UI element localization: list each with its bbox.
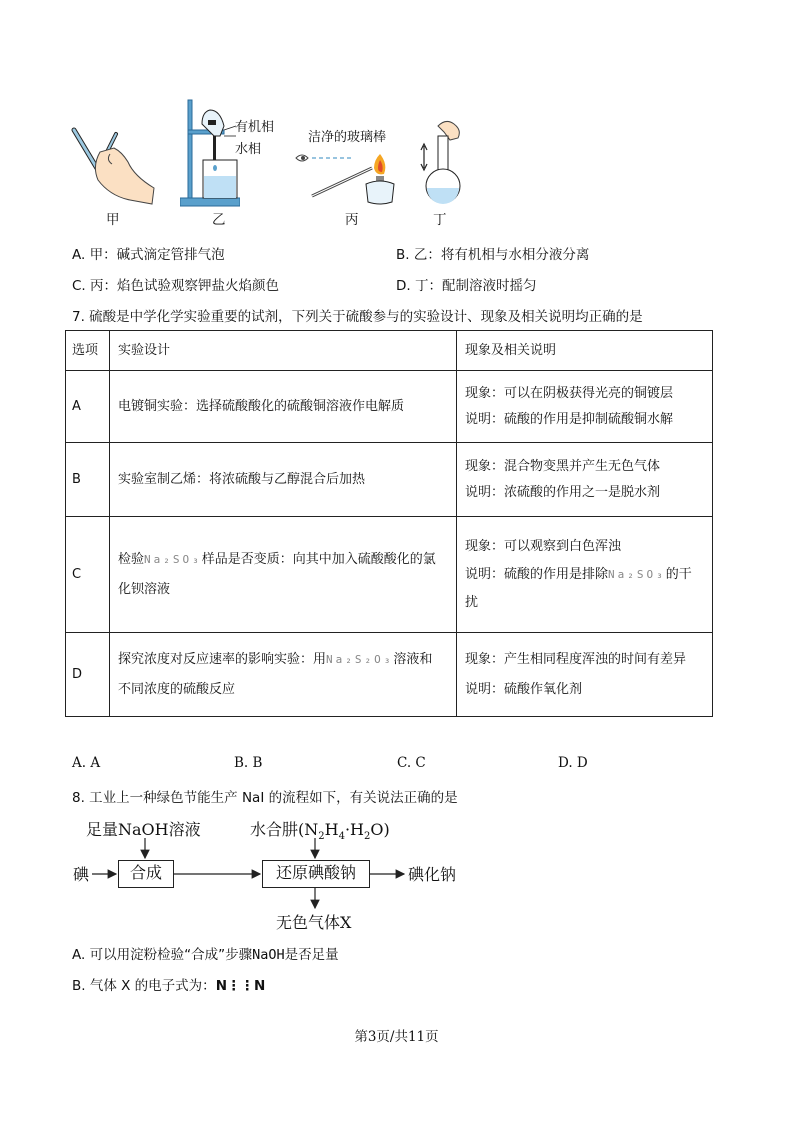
row-observation — [457, 517, 713, 633]
design-text: 化钡溶液 — [118, 581, 171, 597]
design-text: 检验 — [118, 551, 145, 567]
reagent-hydrazine — [250, 817, 390, 842]
q7-table — [65, 330, 713, 717]
design-text: 实验室制乙烯：将浓硫酸与乙醇混合后加热 — [118, 471, 366, 487]
observation-text: 现象：混合物变黑并产生无色气体 — [465, 458, 661, 474]
glass-rod-label: 洁净的玻璃棒 — [308, 130, 387, 145]
chem-formula: Na₂SO₃ — [608, 567, 666, 581]
aqueous-phase-label: 水相 — [235, 142, 262, 157]
observation-text: 现象：产生相同程度浑浊的时间有差异 — [465, 651, 687, 667]
row-observation — [457, 633, 713, 717]
explanation-text: 说明：硫酸作氧化剂 — [465, 681, 583, 697]
subscript: 4 — [338, 831, 345, 843]
volumetric-flask-figure — [418, 118, 474, 208]
q7-answer-b: B. B — [234, 755, 263, 771]
header-design: 实验设计 — [110, 331, 457, 371]
electron-formula: N⋮⋮N — [215, 978, 266, 994]
table-row — [66, 443, 713, 517]
table-header-row — [66, 331, 713, 371]
subscript: 2 — [364, 831, 371, 843]
burette-hand-figure — [70, 118, 160, 208]
explanation-text: 的干 — [665, 566, 692, 582]
row-design — [110, 633, 457, 717]
subscript: 2 — [318, 831, 325, 843]
step-synthesis: 合成 — [118, 860, 174, 888]
q8-option-a — [72, 943, 339, 963]
product-nai: 碘化钠 — [408, 865, 457, 884]
start-iodine: 碘 — [73, 865, 90, 884]
option-text: B. 气体 X 的电子式为： — [72, 978, 216, 994]
reagent-text: H — [324, 820, 339, 839]
q6-option-c: C. 丙：焰色试验观察钾盐火焰颜色 — [72, 278, 280, 294]
design-text: 溶液和 — [393, 651, 433, 667]
figure-label-jia: 甲 — [106, 212, 120, 228]
row-option: D — [66, 633, 110, 717]
design-text: 电镀铜实验：选择硫酸酸化的硫酸铜溶液作电解质 — [118, 398, 405, 414]
explanation-text: 说明：硫酸的作用是排除 — [465, 566, 609, 582]
separatory-funnel-figure — [180, 96, 240, 210]
row-design — [110, 371, 457, 443]
organic-phase-label: 有机相 — [235, 120, 275, 135]
header-option: 选项 — [66, 331, 110, 371]
reagent-naoh: 足量NaOH溶液 — [86, 820, 201, 839]
q7-answer-a: A. A — [72, 755, 101, 771]
chem-formula: Na₂S₂O₃ — [326, 652, 394, 666]
q7-stem: 7. 硫酸是中学化学实验重要的试剂，下列关于硫酸参与的实验设计、现象及相关说明均正确的是 — [72, 309, 643, 325]
row-design — [110, 443, 457, 517]
q6-option-d: D. 丁：配制溶液时摇匀 — [396, 278, 537, 294]
reagent-text: O) — [370, 820, 390, 839]
table-row — [66, 633, 713, 717]
option-text: A. 可以用淀粉检验“合成”步骤 — [72, 947, 253, 963]
page-footer: 第3页/共11页 — [354, 1029, 439, 1045]
observation-text: 现象：可以在阴极获得光亮的铜镀层 — [465, 385, 674, 401]
design-text: 不同浓度的硫酸反应 — [118, 681, 236, 697]
chem-formula: Na₂SO₃ — [144, 552, 202, 566]
table-row — [66, 517, 713, 633]
table-row — [66, 371, 713, 443]
q8-stem: 8. 工业上一种绿色节能生产 NaI 的流程如下，有关说法正确的是 — [72, 790, 458, 806]
step-reduction: 还原碘酸钠 — [262, 860, 370, 888]
design-text: 样品是否变质：向其中加入硫酸酸化的氯 — [201, 551, 436, 567]
row-option: A — [66, 371, 110, 443]
row-option: C — [66, 517, 110, 633]
q8-option-b — [72, 974, 265, 994]
leader-lines — [222, 120, 242, 140]
row-option: B — [66, 443, 110, 517]
option-text: 是否足量 — [284, 947, 339, 963]
q6-option-b: B. 乙：将有机相与水相分液分离 — [396, 247, 590, 263]
byproduct-gas-x: 无色气体X — [276, 913, 352, 932]
figure-label-ding: 丁 — [433, 212, 447, 228]
header-observation: 现象及相关说明 — [457, 331, 713, 371]
figure-label-bing: 丙 — [345, 212, 359, 228]
observation-text: 现象：可以观察到白色浑浊 — [465, 538, 622, 554]
row-observation — [457, 371, 713, 443]
reagent-text: 水合肼(N — [250, 820, 319, 839]
figure-label-yi: 乙 — [212, 212, 226, 228]
explanation-text: 说明：浓硫酸的作用之一是脱水剂 — [465, 484, 661, 500]
explanation-text: 扰 — [465, 594, 479, 610]
flame-test-figure — [292, 144, 402, 208]
row-observation — [457, 443, 713, 517]
q7-answer-d: D. D — [558, 755, 588, 771]
q6-option-a: A. 甲：碱式滴定管排气泡 — [72, 247, 225, 263]
reagent-text: ·H — [344, 820, 364, 839]
row-design — [110, 517, 457, 633]
explanation-text: 说明：硫酸的作用是抑制硫酸铜水解 — [465, 411, 674, 427]
q7-answer-c: C. C — [397, 755, 426, 771]
design-text: 探究浓度对反应速率的影响实验：用 — [118, 651, 327, 667]
chem-formula: NaOH — [252, 947, 285, 963]
